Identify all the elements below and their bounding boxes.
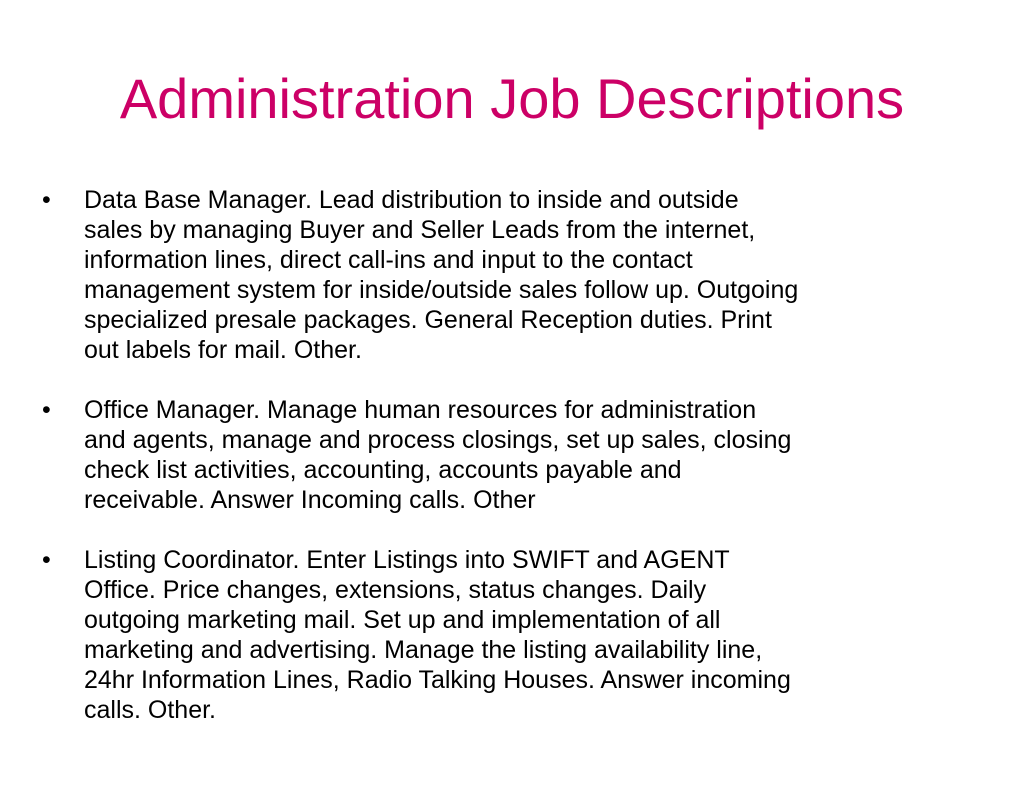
bullet-line: Listing Coordinator. Enter Listings into SWIFT and AGENT — [84, 546, 730, 574]
bullet-item-office-manager — [42, 395, 992, 515]
bullet-line: Data Base Manager. Lead distribution to inside and outside — [84, 186, 739, 214]
bullet-line: information lines, direct call-ins and input to the contact — [84, 246, 693, 274]
bullet-line: marketing and advertising. Manage the listing availability line, — [84, 636, 763, 664]
bullet-line: sales by managing Buyer and Seller Leads from the internet, — [84, 216, 756, 244]
bullet-item-data-base-manager — [42, 185, 992, 365]
bullet-line: management system for inside/outside sales follow up. Outgoing — [84, 276, 799, 304]
bullet-line: out labels for mail. Other. — [84, 336, 362, 364]
bullet-icon: • — [42, 396, 51, 424]
bullet-line: and agents, manage and process closings, set up sales, closing — [84, 426, 792, 454]
bullet-item-listing-coordinator — [42, 545, 992, 725]
bullet-icon: • — [42, 546, 51, 574]
bullet-line: Office Manager. Manage human resources for administration — [84, 396, 757, 424]
bullet-line: Office. Price changes, extensions, status changes. Daily — [84, 576, 707, 604]
bullet-line: specialized presale packages. General Reception duties. Print — [84, 306, 772, 334]
bullet-icon: • — [42, 186, 51, 214]
bullet-list — [42, 185, 992, 755]
bullet-line: 24hr Information Lines, Radio Talking Houses. Answer incoming — [84, 666, 791, 694]
bullet-line: receivable. Answer Incoming calls. Other — [84, 486, 536, 514]
bullet-line: check list activities, accounting, accounts payable and — [84, 456, 682, 484]
bullet-line: calls. Other. — [84, 696, 216, 724]
slide-title: Administration Job Descriptions — [119, 67, 905, 130]
bullet-line: outgoing marketing mail. Set up and implementation of all — [84, 606, 721, 634]
